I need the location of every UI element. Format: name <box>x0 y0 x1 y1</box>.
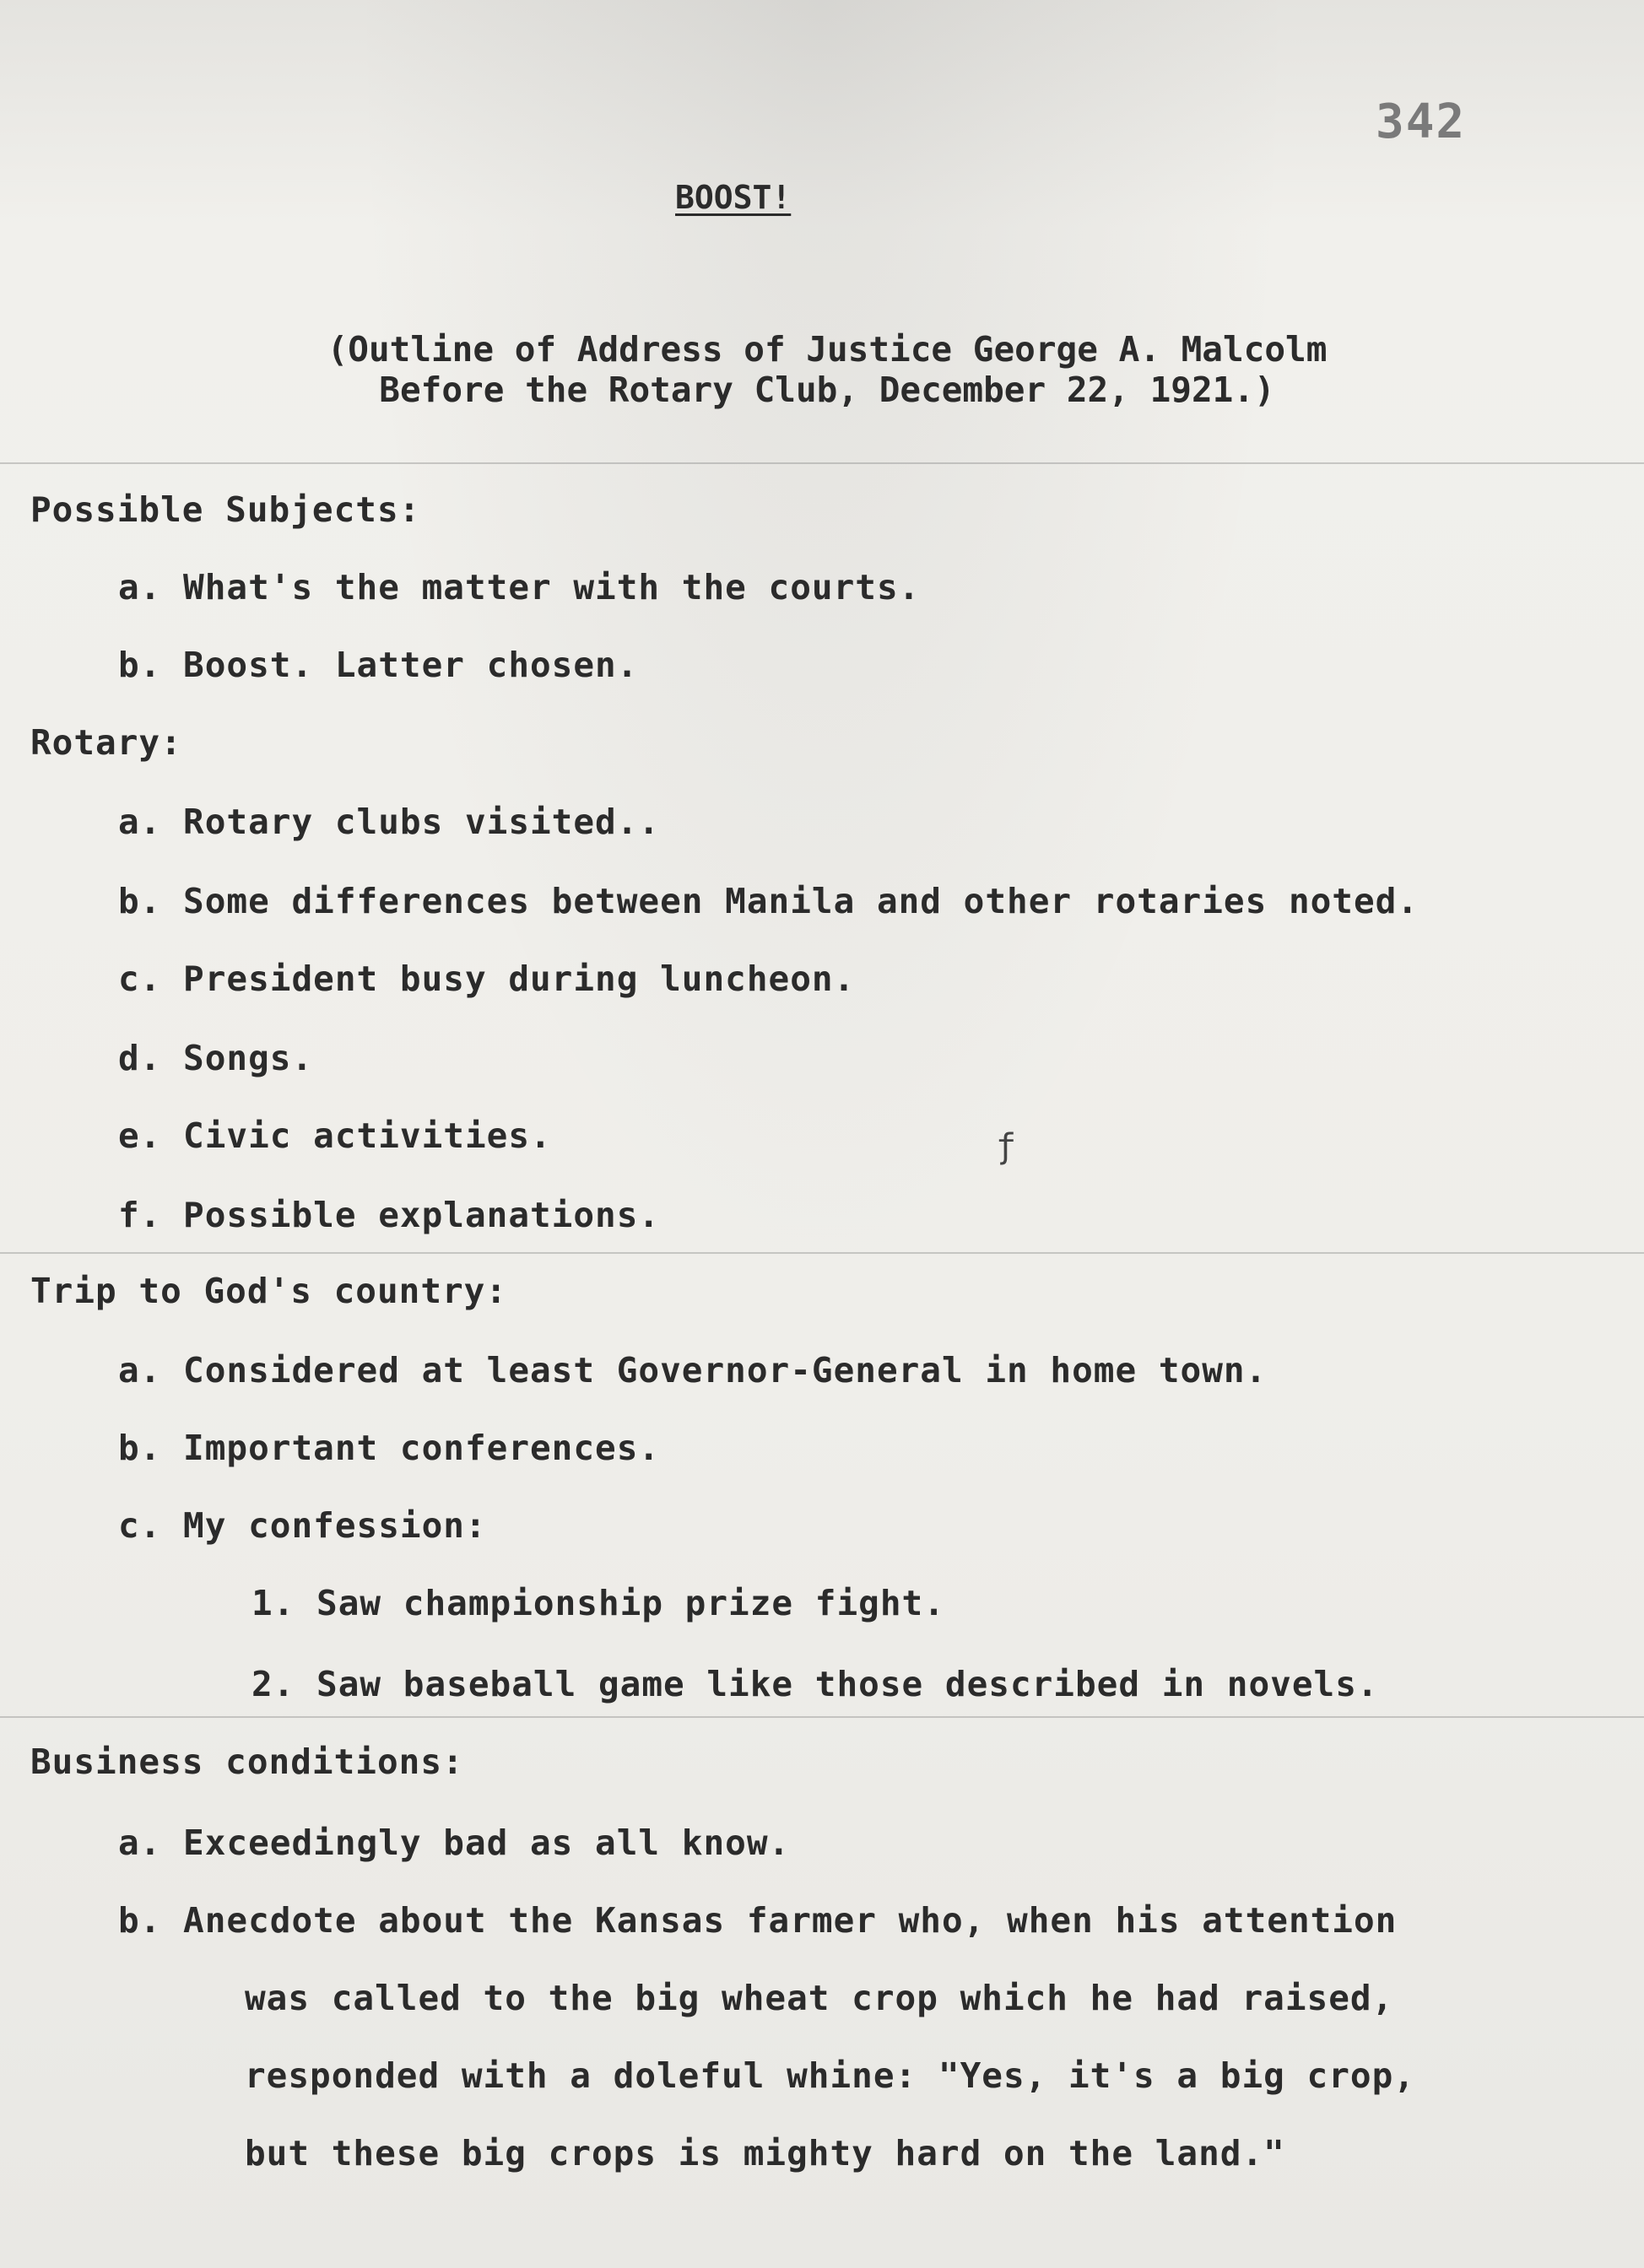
fold-line <box>0 462 1644 464</box>
outline-item: e. Civic activities. <box>118 1115 552 1156</box>
outline-subitem: 1. Saw championship prize fight. <box>251 1583 945 1623</box>
outline-item: b. Anecdote about the Kansas farmer who, when his attention <box>118 1900 1398 1941</box>
stray-pen-mark: ƒ <box>996 1127 1017 1166</box>
outline-item: b. Some differences between Manila and other rotaries noted. <box>118 881 1420 921</box>
outline-item: d. Songs. <box>118 1038 314 1078</box>
outline-item: b. Important conferences. <box>118 1428 661 1468</box>
section-heading-trip: Trip to God's country: <box>30 1271 508 1311</box>
subtitle-line-2: Before the Rotary Club, December 22, 1921.) <box>379 370 1275 410</box>
document-subtitle <box>245 329 1409 410</box>
outline-item: c. My confession: <box>118 1505 487 1546</box>
fold-line <box>0 1252 1644 1254</box>
anecdote-continuation: but these big crops is mighty hard on the land." <box>245 2133 1285 2174</box>
outline-item: a. Exceedingly bad as all know. <box>118 1822 791 1863</box>
outline-subitem: 2. Saw baseball game like those described in novels. <box>251 1664 1379 1704</box>
document-title: BOOST! <box>675 179 792 216</box>
section-heading-possible-subjects: Possible Subjects: <box>30 489 421 530</box>
outline-item: c. President busy during luncheon. <box>118 958 856 999</box>
outline-item: a. What's the matter with the courts. <box>118 567 921 608</box>
section-heading-rotary: Rotary: <box>30 722 182 763</box>
subtitle-line-1: (Outline of Address of Justice George A. Malcolm <box>327 329 1328 370</box>
fold-line <box>0 1716 1644 1718</box>
outline-item: a. Rotary clubs visited.. <box>118 802 661 842</box>
outline-item: a. Considered at least Governor-General in home town. <box>118 1350 1268 1390</box>
outline-item: f. Possible explanations. <box>118 1195 661 1235</box>
page-number: 342 <box>1376 94 1467 149</box>
anecdote-continuation: was called to the big wheat crop which he had raised, <box>245 1978 1394 2018</box>
section-heading-business-conditions: Business conditions: <box>30 1742 464 1782</box>
outline-item: b. Boost. Latter chosen. <box>118 645 639 685</box>
anecdote-continuation: responded with a doleful whine: "Yes, it's a big crop, <box>245 2055 1415 2096</box>
